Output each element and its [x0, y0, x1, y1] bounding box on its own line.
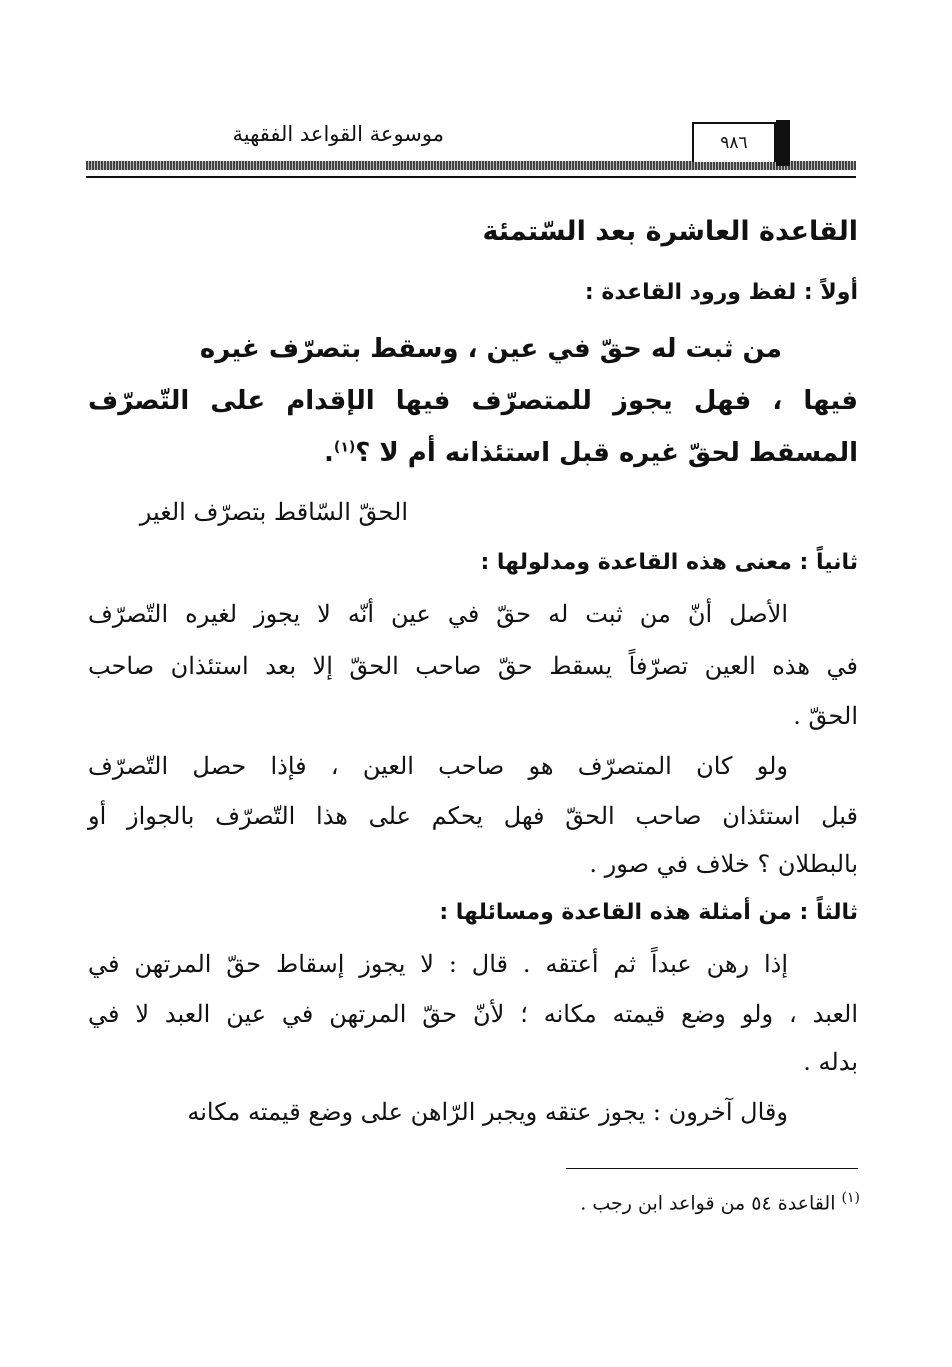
examples-para1-line-1: إذا رهن عبداً ثم أعتقه . قال : لا يجوز إسقاط حقّ المرتهن في: [88, 950, 788, 978]
alternative-wording: الحقّ السّاقط بتصرّف الغير: [139, 498, 408, 526]
header-decorative-band: [86, 161, 856, 170]
meaning-para1-line-3: الحقّ .: [793, 702, 858, 730]
meaning-para2-line-1: ولو كان المتصرّف هو صاحب العين ، فإذا حصل التّصرّف: [88, 752, 788, 780]
page-number: ٩٨٦: [692, 122, 776, 162]
section-heading-examples: ثالثاً : من أمثلة هذه القاعدة ومسائلها :: [439, 900, 858, 925]
section-heading-meaning: ثانياً : معنى هذه القاعدة ومدلولها :: [480, 550, 858, 575]
examples-para1-line-2: العبد ، ولو وضع قيمته مكانه ؛ لأنّ حقّ المرتهن في عين العبد لا في: [88, 1000, 858, 1028]
meaning-para2-line-3: بالبطلان ؟ خلاف في صور .: [589, 850, 858, 878]
rule-wording-line-2: فيها ، فهل يجوز للمتصرّف فيها الإقدام على التّصرّف: [88, 386, 858, 416]
meaning-para2-line-2: قبل استئذان صاحب الحقّ فهل يحكم على هذا التّصرّف بالجواز أو: [88, 802, 858, 830]
footnote-number: (١): [841, 1190, 860, 1206]
footnote: [580, 1190, 860, 1214]
rule-title: القاعدة العاشرة بعد السّتمئة: [482, 216, 858, 247]
examples-para2-line-1: وقال آخرون : يجوز عتقه ويجبر الرّاهن على وضع قيمته مكانه: [187, 1098, 788, 1126]
header-rule: [86, 176, 856, 178]
rule-wording-line-1: من ثبت له حقّ في عين ، وسقط بتصرّف غيره: [199, 334, 782, 364]
header-black-block: [776, 120, 790, 166]
examples-para1-line-3: بدله .: [803, 1048, 858, 1076]
meaning-para1-line-1: الأصل أنّ من ثبت له حقّ في عين أنّه لا يجوز لغيره التّصرّف: [88, 600, 788, 628]
meaning-para1-line-2: في هذه العين تصرّفاً يسقط حقّ صاحب الحقّ إلا بعد استئذان صاحب: [88, 652, 858, 680]
rule-wording-line-3-text: المسقط لحقّ غيره قبل استئذانه أم لا ؟: [355, 438, 858, 468]
footnote-text: القاعدة ٥٤ من قواعد ابن رجب .: [580, 1192, 836, 1215]
running-title: موسوعة القواعد الفقهية: [232, 122, 444, 146]
footnote-rule: [566, 1168, 858, 1169]
page-header: [86, 118, 856, 188]
rule-wording-line-3: [324, 438, 858, 468]
footnote-reference: (١): [333, 439, 356, 456]
rule-wording-end: .: [324, 438, 334, 468]
section-heading-wording: أولاً : لفظ ورود القاعدة :: [584, 280, 858, 305]
